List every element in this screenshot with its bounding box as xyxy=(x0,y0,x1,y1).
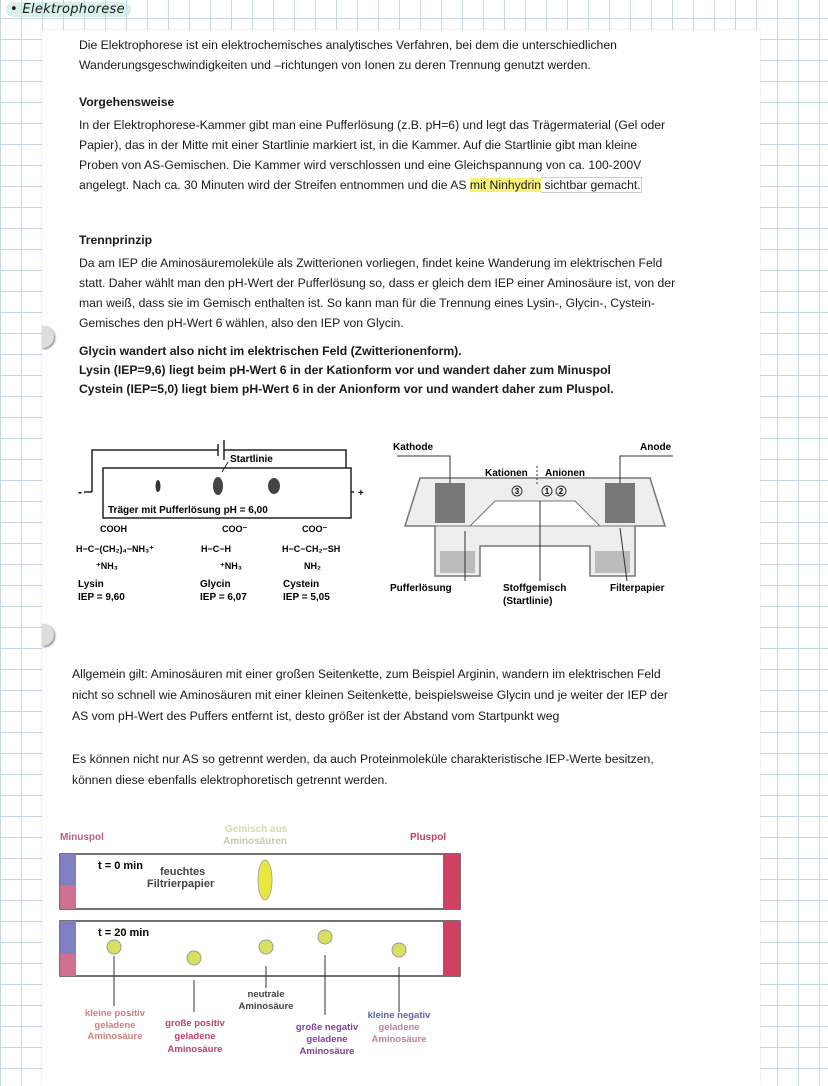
protein-text: Es können nicht nur AS so getrennt werden, da auch Proteinmoleküle charakteristische IEP-Werte besitzen, können diese ebenfalls elektrophoretisch getrennt werden. xyxy=(72,752,654,787)
svg-text:Pufferlösung: Pufferlösung xyxy=(390,583,452,594)
svg-text:IEP = 5,05: IEP = 5,05 xyxy=(283,592,330,603)
traeger-label: Träger mit Pufferlösung pH = 6,00 xyxy=(108,505,268,516)
svg-text:1: 1 xyxy=(544,487,550,496)
svg-text:Filtrierpapier: Filtrierpapier xyxy=(147,878,215,890)
svg-text:Filterpapier: Filterpapier xyxy=(610,583,665,594)
highlight: mit Ninhydrin xyxy=(469,178,542,192)
svg-text:H−C−CH₂−SH: H−C−CH₂−SH xyxy=(282,544,341,554)
heading-vorgehensweise: Vorgehensweise xyxy=(79,95,175,109)
svg-text:Cystein: Cystein xyxy=(283,579,320,590)
svg-text:große negativ: große negativ xyxy=(295,1022,359,1033)
svg-text:Aminosäure: Aminosäure xyxy=(299,1046,355,1057)
svg-text:Aminosäure: Aminosäure xyxy=(167,1044,223,1055)
svg-text:COO⁻: COO⁻ xyxy=(222,524,248,534)
svg-text:Pluspol: Pluspol xyxy=(410,832,447,843)
svg-text:IEP = 6,07: IEP = 6,07 xyxy=(200,592,247,603)
electrophoresis-strip-figure xyxy=(70,436,370,611)
svg-text:geladene: geladene xyxy=(306,1034,348,1045)
svg-text:+: + xyxy=(358,488,364,499)
svg-text:Kathode: Kathode xyxy=(393,442,433,453)
paper-electrophoresis-figure xyxy=(55,820,465,1060)
svg-text:H−C−H: H−C−H xyxy=(201,544,232,554)
svg-text:t = 0 min: t = 0 min xyxy=(98,860,143,872)
svg-text:neutrale: neutrale xyxy=(247,989,285,1000)
trenn-text: Da am IEP die Aminosäuremoleküle als Zwitterionen vorliegen, findet keine Wanderung im elektrischen Feld statt. Daher wählt man den pH-Wert der Pufferlösung so, dass er gleich dem IEP einer Aminosäure ist, von der man weiß, dass sie im Gemisch enthalten ist. So kann man für die Trennung eines Lysin-, Glycin-, Cystein- Gemisches den pH-Wert 6 wählen, also den IEP von Glycin. xyxy=(79,256,676,330)
svg-text:Aminosäuren: Aminosäuren xyxy=(223,836,287,847)
startlinie-label: Startlinie xyxy=(230,454,273,465)
intro-text: Die Elektrophorese ist ein elektrochemisches analytisches Verfahren, bei dem die unterschiedlichen Wanderungsgeschwindigkeiten und –richtungen von Ionen zu deren Trennung genutzt werden. xyxy=(79,38,617,72)
svg-text:Lysin: Lysin xyxy=(78,579,104,590)
vorgehen-text: In der Elektrophorese-Kammer gibt man eine Pufferlösung (z.B. pH=6) und legt das Trägermaterial (Gel oder Papier), das in der Mitte mit einer Startlinie markiert ist, in die Kammer. Auf die Startlinie gibt man kleine Proben von AS-Gemischen. Die Kammer wird verschlossen und eine Gleichspannung von ca. 100-200V angelegt. Nach ca. 30 Minuten wird der Streifen entnommen und die AS mit Ninhydrin sichtbar gemacht. xyxy=(79,118,666,192)
svg-text:2: 2 xyxy=(558,487,564,496)
svg-text:kleine positiv: kleine positiv xyxy=(84,1008,146,1019)
svg-text:(Startlinie): (Startlinie) xyxy=(503,596,553,607)
svg-text:geladene: geladene xyxy=(378,1022,420,1033)
svg-text:Glycin: Glycin xyxy=(200,579,231,590)
electrophoresis-chamber-figure xyxy=(385,436,685,611)
svg-text:Aminosäure: Aminosäure xyxy=(238,1001,294,1012)
svg-text:COO⁻: COO⁻ xyxy=(302,524,328,534)
svg-text:feuchtes: feuchtes xyxy=(160,866,206,878)
svg-text:Anode: Anode xyxy=(640,442,672,453)
svg-text:⁺NH₃: ⁺NH₃ xyxy=(220,561,242,571)
svg-text:Anionen: Anionen xyxy=(545,468,585,479)
svg-text:große positiv: große positiv xyxy=(165,1018,225,1029)
svg-text:Aminosäure: Aminosäure xyxy=(87,1031,143,1042)
allgemein-text: Allgemein gilt: Aminosäuren mit einer großen Seitenkette, zum Beispiel Arginin, wandern im elektrischen Feld nicht so schnell wie Aminosäuren mit einer kleinen Seitenkette, beispielsweise Glycin und je weiter der IEP der AS vom pH-Wert des Puffers entfernt ist, desto größer ist der Abstand vom Startpunkt weg xyxy=(72,667,668,723)
svg-text:IEP = 9,60: IEP = 9,60 xyxy=(78,592,125,603)
svg-text:H−C−(CH₂)₄−NH₃⁺: H−C−(CH₂)₄−NH₃⁺ xyxy=(76,544,154,554)
svg-text:geladene: geladene xyxy=(174,1031,216,1042)
page-title: • Elektrophorese xyxy=(6,2,131,17)
svg-text:Minuspol: Minuspol xyxy=(60,832,104,843)
svg-text:Stoffgemisch: Stoffgemisch xyxy=(503,583,567,594)
svg-text:geladene: geladene xyxy=(94,1020,136,1031)
trenn-bold: Glycin wandert also nicht im elektrischen Feld (Zwitterionenform). Lysin (IEP=9,6) liegt beim pH-Wert 6 in der Kationform vor und wandert daher zum Minuspol Cystein (IEP=5,0) liegt biem pH-Wert 6 in der Anionform vor und wandert daher zum Pluspol. xyxy=(79,344,614,396)
svg-text:-: - xyxy=(78,485,82,499)
svg-text:kleine negativ: kleine negativ xyxy=(367,1010,431,1021)
svg-text:COOH: COOH xyxy=(100,524,127,534)
svg-text:3: 3 xyxy=(514,487,520,496)
svg-text:⁺NH₃: ⁺NH₃ xyxy=(96,561,118,571)
svg-text:Kationen: Kationen xyxy=(485,468,528,479)
svg-text:Aminosäure: Aminosäure xyxy=(371,1034,427,1045)
svg-text:t = 20 min: t = 20 min xyxy=(98,927,150,939)
heading-trennprinzip: Trennprinzip xyxy=(79,233,153,247)
svg-text:Gemisch aus: Gemisch aus xyxy=(225,824,288,835)
svg-text:NH₂: NH₂ xyxy=(304,561,321,571)
